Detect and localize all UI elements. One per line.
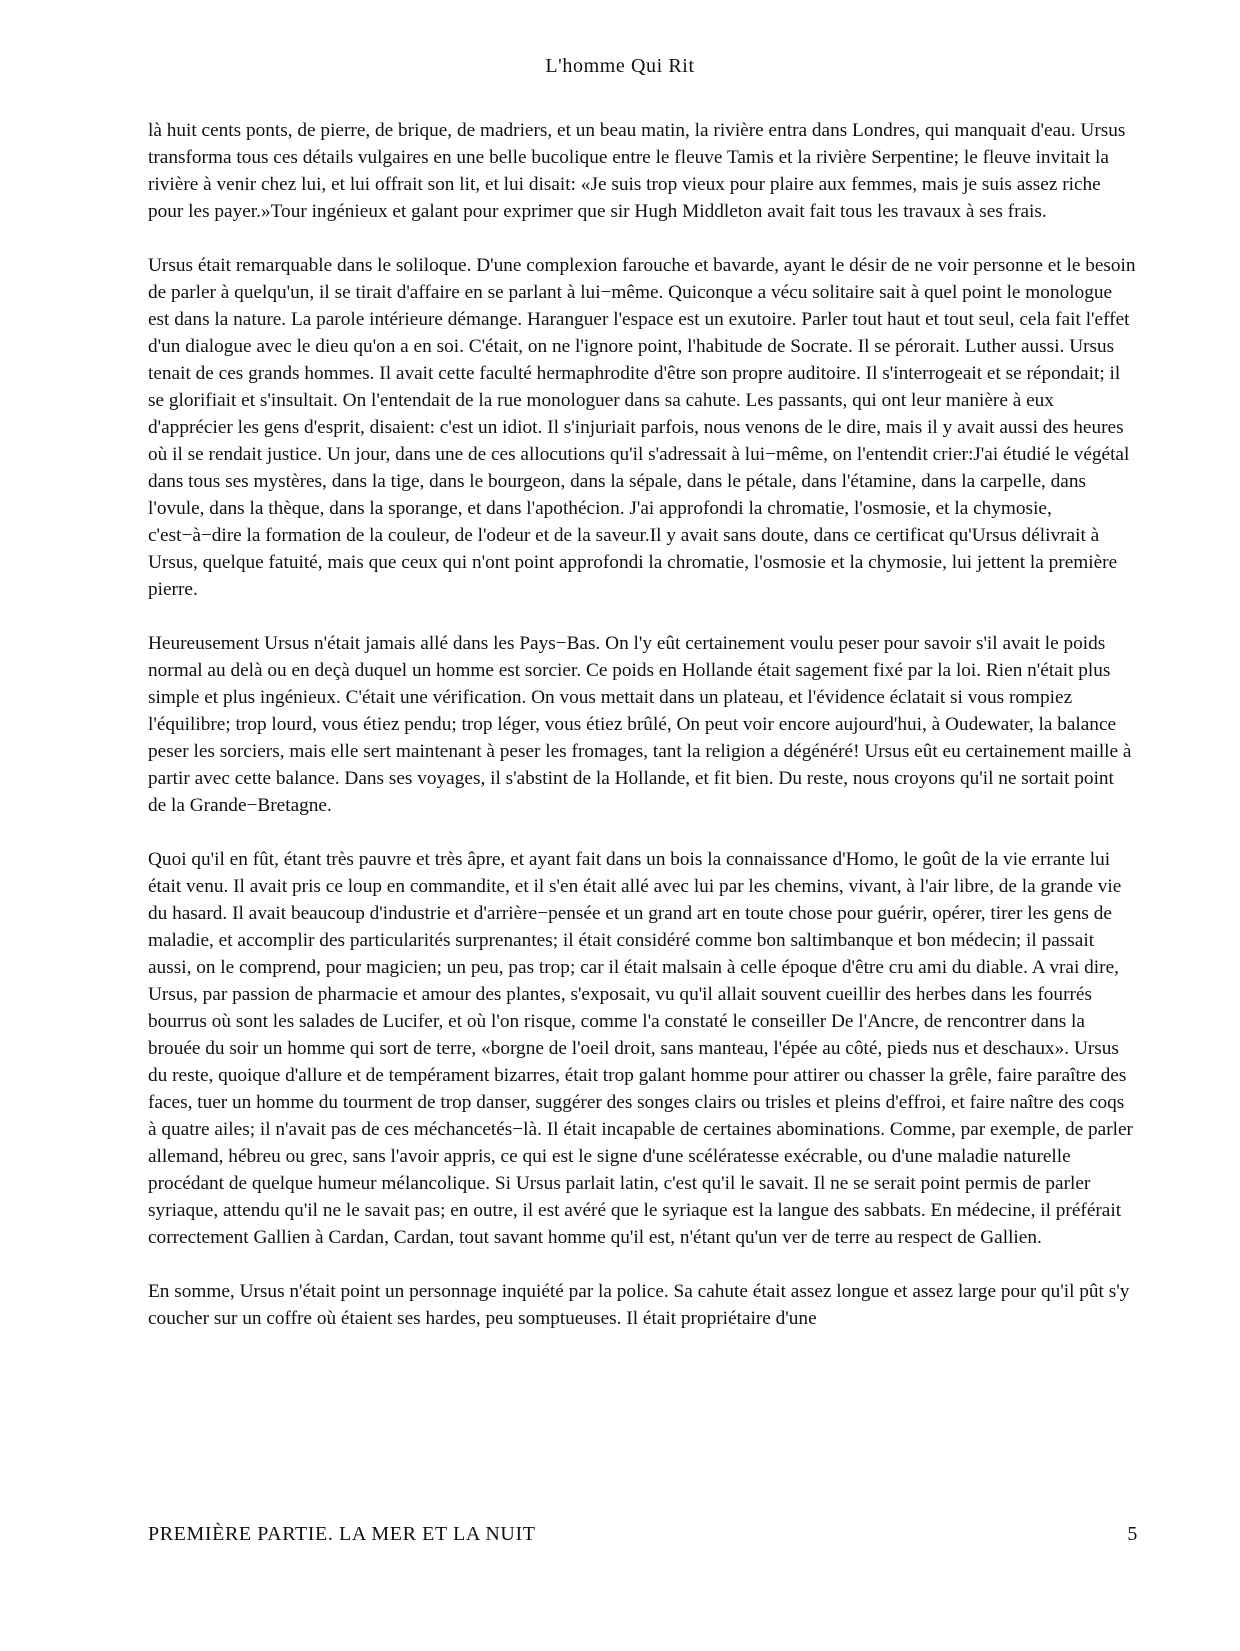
- paragraph: Heureusement Ursus n'était jamais allé dans les Pays−Bas. On l'y eût certainement voulu peser pour savoir s'il avait le poids normal au delà ou en deçà duquel un homme est sorcier. Ce poids en Hollande était sagement fixé par la loi. Rien n'était plus simple et plus ingénieux. C'était une vérification. On vous mettait dans un plateau, et l'évidence éclatait si vous rompiez l'équilibre; trop lourd, vous étiez pendu; trop léger, vous étiez brûlé, On peut voir encore aujourd'hui, à Oudewater, la balance peser les sorciers, mais elle sert maintenant à peser les fromages, tant la religion a dégénéré! Ursus eût eu certainement maille à partir avec cette balance. Dans ses voyages, il s'abstint de la Hollande, et fit bien. Du reste, nous croyons qu'il ne sortait point de la Grande−Bretagne.: [148, 633, 1132, 816]
- paragraph: Ursus était remarquable dans le soliloque. D'une complexion farouche et bavarde, ayant le désir de ne voir personne et le besoin de parler à quelqu'un, il se tirait d'affaire en se parlant à lui−même. Quiconque a vécu solitaire sait à quel point le monologue est dans la nature. La parole intérieure démange. Haranguer l'espace est un exutoire. Parler tout haut et tout seul, cela fait l'effet d'un dialogue avec le dieu qu'on a en soi. C'était, on ne l'ignore point, l'habitude de Socrate. Il se pérorait. Luther aussi. Ursus tenait de ces grands hommes. Il avait cette faculté hermaphrodite d'être son propre auditoire. Il s'interrogeait et se répondait; il se glorifiait et s'insultait. On l'entendait de la rue monologuer dans sa cahute. Les passants, qui ont leur manière à eux d'apprécier les gens d'esprit, disaient: c'est un idiot. Il s'injuriait parfois, nous venons de le dire, mais il y avait aussi des heures où il se rendait justice. Un jour, dans une de ces allocutions qu'il s'adressait à lui−même, on l'entendit crier:J'ai étudié le végétal dans tous ses mystères, dans la tige, dans le bourgeon, dans la sépale, dans le pétale, dans l'étamine, dans la carpelle, dans l'ovule, dans la thèque, dans la sporange, et dans l'apothécion. J'ai approfondi la chromatie, l'osmosie, et la chymosie, c'est−à−dire la formation de la couleur, de l'odeur et de la saveur.Il y avait sans doute, dans ce certificat qu'Ursus délivrait à Ursus, quelque fatuité, mais que ceux qui n'ont point approfondi la chromatie, l'osmosie et la chymosie, lui jettent la première pierre.: [148, 255, 1136, 600]
- paragraph: là huit cents ponts, de pierre, de brique, de madriers, et un beau matin, la rivière entra dans Londres, qui manquait d'eau. Ursus transforma tous ces détails vulgaires en une belle bucolique entre le fleuve Tamis et la rivière Serpentine; le fleuve invitait la rivière à venir chez lui, et lui offrait son lit, et lui disait: «Je suis trop vieux pour plaire aux femmes, mais je suis assez riche pour les payer.»Tour ingénieux et galant pour exprimer que sir Hugh Middleton avait fait tous les travaux à ses frais.: [148, 120, 1126, 222]
- page-body: [148, 117, 1136, 1359]
- paragraph: Quoi qu'il en fût, étant très pauvre et très âpre, et ayant fait dans un bois la connaissance d'Homo, le goût de la vie errante lui était venu. Il avait pris ce loup en commandite, et il s'en était allé avec lui par les chemins, vivant, à l'air libre, de la grande vie du hasard. Il avait beaucoup d'industrie et d'arrière−pensée et un grand art en toute chose pour guérir, opérer, tirer les gens de maladie, et accomplir des particularités surprenantes; il était considéré comme bon saltimbanque et bon médecin; il passait aussi, on le comprend, pour magicien; un peu, pas trop; car il était malsain à celle époque d'être cru ami du diable. A vrai dire, Ursus, par passion de pharmacie et amour des plantes, s'exposait, vu qu'il allait souvent cueillir des herbes dans les fourrés bourrus où sont les salades de Lucifer, et où l'on risque, comme l'a constaté le conseiller De l'Ancre, de rencontrer dans la brouée du soir un homme qui sort de terre, «borgne de l'oeil droit, sans manteau, l'épée au côté, pieds nus et deschaux». Ursus du reste, quoique d'allure et de tempérament bizarres, était trop galant homme pour attirer ou chasser la grêle, faire paraître des faces, tuer un homme du tourment de trop danser, suggérer des songes clairs ou trisles et pleins d'effroi, et faire naître des coqs à quatre ailes; il n'avait pas de ces méchancetés−là. Il était incapable de certaines abominations. Comme, par exemple, de parler allemand, hébreu ou grec, sans l'avoir appris, ce qui est le signe d'une scélératesse exécrable, ou d'une maladie naturelle procédant de quelque humeur mélancolique. Si Ursus parlait latin, c'est qu'il le savait. Il ne se serait point permis de parler syriaque, attendu qu'il ne le savait pas; en outre, il est avéré que le syriaque est la langue des sabbats. En médecine, il préférait correctement Gallien à Cardan, Cardan, tout savant homme qu'il est, n'étant qu'un ver de terre au respect de Gallien.: [148, 849, 1133, 1248]
- paragraph: En somme, Ursus n'était point un personnage inquiété par la police. Sa cahute était assez longue et assez large pour qu'il pût s'y coucher sur un coffre où étaient ses hardes, peu somptueuses. Il était propriétaire d'une: [148, 1281, 1130, 1329]
- running-header: [0, 52, 1240, 80]
- running-footer: [148, 1520, 1138, 1548]
- page-number: 5: [1127, 1523, 1138, 1545]
- section-title: PREMIÈRE PARTIE. LA MER ET LA NUIT: [148, 1523, 536, 1545]
- book-title: L'homme Qui Rit: [545, 55, 695, 77]
